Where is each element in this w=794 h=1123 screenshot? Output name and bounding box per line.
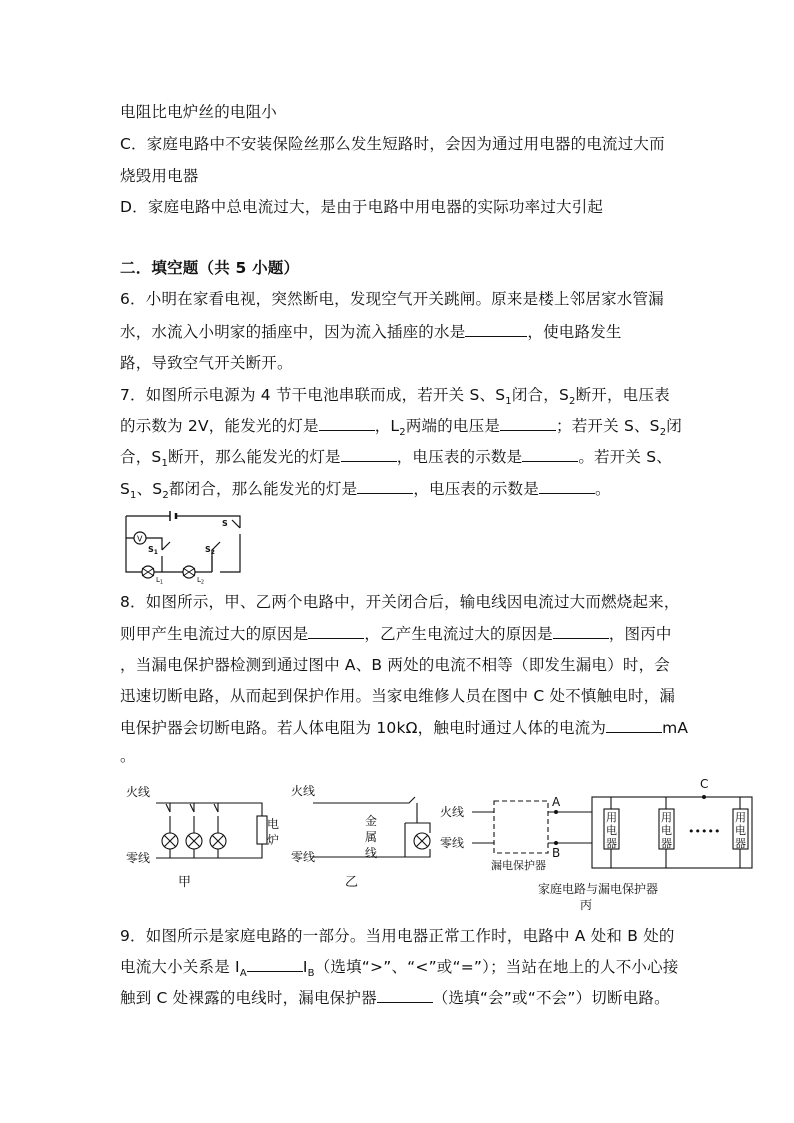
stove-label: 炉	[267, 833, 280, 847]
question-7-line2: 的示数为 2V，能发光的灯是 ，$L_2$两端的电压是 ；若开关 S、$S_2$闭	[120, 417, 682, 439]
answer-blank[interactable]	[606, 718, 662, 733]
answer-blank[interactable]	[319, 416, 375, 431]
figure-label-bing: 丙	[580, 898, 593, 912]
answer-blank[interactable]	[341, 447, 397, 462]
answer-blank[interactable]	[247, 957, 303, 972]
appliance-label: 用	[606, 811, 617, 824]
answer-blank[interactable]	[465, 322, 527, 337]
point-b-label: B	[552, 846, 561, 860]
voltmeter-label: V	[137, 534, 143, 544]
figure-label-jia: 甲	[178, 875, 192, 890]
point-c-label: C	[700, 777, 709, 791]
stove-label: 电	[267, 817, 280, 831]
circuit-diagram-q7	[120, 508, 250, 586]
neutral-wire-label: 零线	[440, 836, 465, 850]
question-6-line3: 路，导致空气开关断开。	[120, 354, 293, 372]
question-6: 6．小明在家看电视，突然断电，发现空气开关跳闸。原来是楼上邻居家水管漏	[120, 290, 664, 308]
question-8-line4: 迅速切断电路，从而起到保护作用。当家电维修人员在图中 C 处不慎触电时，漏	[120, 687, 676, 705]
question-8-line5: 电保护器会切断电路。若人体电阻为 10kΩ，触电时通过人体的电流为 mA	[120, 719, 689, 737]
switch-s1-label: $S_1$	[148, 545, 158, 556]
live-wire-label: 火线	[126, 785, 151, 799]
answer-blank[interactable]	[377, 988, 433, 1003]
point-a-label: A	[552, 795, 561, 809]
neutral-wire-label: 零线	[126, 851, 151, 865]
live-wire-label: 火线	[440, 805, 465, 819]
question-8: 8．如图所示，甲、乙两个电路中，开关闭合后，输电线因电流过大而燃烧起来，	[120, 593, 680, 611]
question-9: 9．如图所示是家庭电路的一部分。当用电器正常工作时，电路中 A 处和 B 处的	[120, 927, 675, 945]
appliance-label: 电	[735, 824, 746, 837]
appliance-label: 用	[735, 811, 746, 824]
appliance-label: 电	[661, 824, 672, 837]
ellipsis-dots: •••••	[688, 825, 721, 838]
question-6-line2: 水，水流入小明家的插座中，因为流入插座的水是 ，使电路发生	[120, 323, 622, 341]
lamp-l2-label: $L_2$	[197, 576, 205, 586]
switch-s-label: S	[222, 519, 228, 528]
metal-wire-label: 属	[365, 830, 378, 844]
circuit-diagram-bing	[440, 776, 760, 911]
appliance-label: 用	[661, 811, 672, 824]
question-7-line4: $S_1$、$S_2$都闭合，那么能发光的灯是 ，电压表的示数是 。	[120, 480, 611, 502]
question-9-line2: 电流大小关系是 $I_A$ $I_B$（选填“>”、“<”或“=”）；当站在地上的人不小心接	[120, 958, 679, 980]
answer-blank[interactable]	[553, 624, 609, 639]
circuit-diagram-yi	[289, 780, 439, 890]
figure-caption: 家庭电路与漏电保护器	[538, 882, 659, 896]
appliance-label: 器	[735, 837, 746, 850]
question-8-line3: ，当漏电保护器检测到通过图中 A、B 两处的电流不相等（即发生漏电）时，会	[120, 656, 670, 674]
question-7-line3: 合，$S_1$断开，那么能发光的灯是 ，电压表的示数是 。若开关 S、	[120, 448, 672, 470]
appliance-label: 器	[661, 837, 672, 850]
text-line: 烧毁用电器	[120, 167, 199, 185]
live-wire-label: 火线	[291, 784, 316, 798]
metal-wire-label: 金	[365, 814, 378, 828]
answer-blank[interactable]	[308, 624, 364, 639]
question-8-line6: 。	[120, 747, 136, 765]
question-7: 7．如图所示电源为 4 节干电池串联而成，若开关 S、$S_1$闭合，$S_2$断开，电压表	[120, 386, 670, 408]
figure-label-yi: 乙	[345, 875, 359, 890]
option-c: C．家庭电路中不安装保险丝那么发生短路时，会因为通过用电器的电流过大而	[120, 135, 665, 153]
question-8-line2: 则甲产生电流过大的原因是 ，乙产生电流过大的原因是 ，图丙中	[120, 625, 672, 643]
question-9-line3: 触到 C 处裸露的电线时，漏电保护器 （选填“会”或“不会”）切断电路。	[120, 989, 670, 1007]
switch-s2-label: $S_2$	[205, 545, 215, 556]
neutral-wire-label: 零线	[291, 850, 316, 864]
leakage-protector-label: 漏电保护器	[491, 859, 546, 872]
section-heading: 二．填空题（共 5 小题）	[120, 259, 300, 277]
text-line: 电阻比电炉丝的电阻小	[120, 103, 278, 121]
metal-wire-label: 线	[365, 846, 378, 860]
answer-blank[interactable]	[539, 479, 595, 494]
option-d: D．家庭电路中总电流过大，是由于电路中用电器的实际功率过大引起	[120, 198, 604, 216]
appliance-label: 器	[606, 837, 617, 850]
answer-blank[interactable]	[500, 416, 556, 431]
circuit-diagram-jia	[124, 780, 284, 890]
lamp-l1-label: $L_1$	[156, 576, 164, 586]
appliance-label: 电	[606, 824, 617, 837]
answer-blank[interactable]	[522, 447, 578, 462]
answer-blank[interactable]	[357, 479, 413, 494]
